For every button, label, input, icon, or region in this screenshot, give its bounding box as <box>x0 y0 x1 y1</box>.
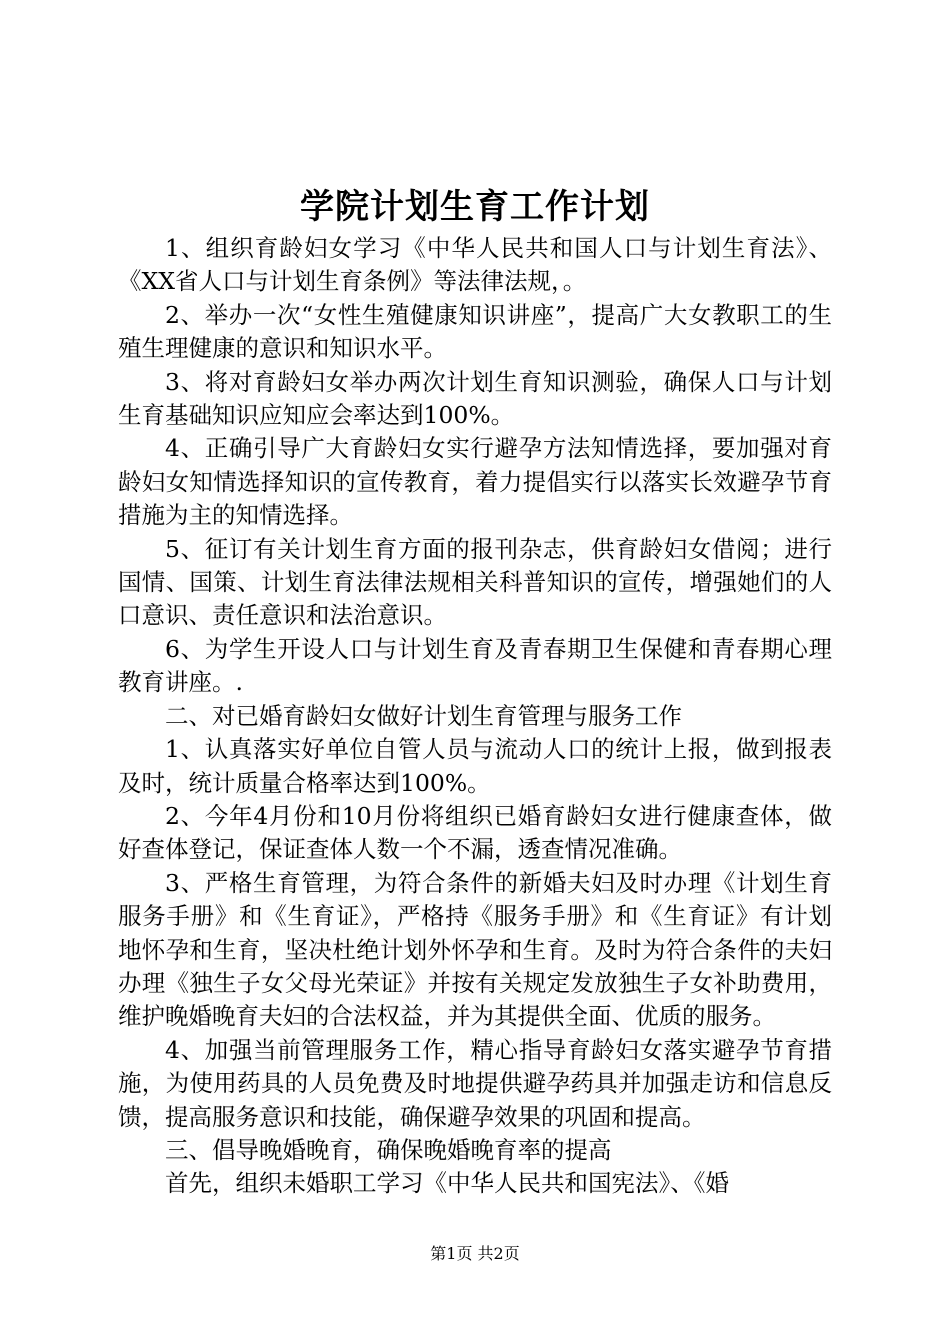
paragraph-8: 2、今年4月份和10月份将组织已婚育龄妇女进行健康查体，做好查体登记，保证查体人数一个不漏，透查情况准确。 <box>118 801 832 864</box>
paragraph-11: 首先，组织未婚职工学习《中华人民共和国宪法》、《婚 <box>165 1169 729 1198</box>
section-heading-3: 三、倡导晚婚晚育，确保晚婚晚育率的提高 <box>165 1135 612 1164</box>
paragraph-7: 1、认真落实好单位自管人员与流动人口的统计上报，做到报表及时，统计质量合格率达到100%。 <box>118 735 832 797</box>
paragraph-10: 4、加强当前管理服务工作，精心指导育龄妇女落实避孕节育措施，为使用药具的人员免费及时地提供避孕药具并加强走访和信息反馈，提高服务意识和技能，确保避孕效果的巩固和提高。 <box>118 1035 832 1131</box>
paragraph-9: 3、严格生育管理，为符合条件的新婚夫妇及时办理《计划生育服务手册》和《生育证》，严格持《服务手册》和《生育证》有计划地怀孕和生育，坚决杜绝计划外怀孕和生育。及时为符合条件的夫妇办理《独生子女父母光荣证》并按有关规定发放独生子女补助费用，维护晚婚晚育夫妇的合法权益，并为其提供全面、优质的服务。 <box>118 868 832 1031</box>
section-heading-2: 二、对已婚育龄妇女做好计划生育管理与服务工作 <box>165 701 682 730</box>
paragraph-6: 6、为学生开设人口与计划生育及青春期卫生保健和青春期心理教育讲座。. <box>118 634 832 697</box>
document-body <box>118 232 832 1201</box>
paragraph-1: 1、组织育龄妇女学习《中华人民共和国人口与计划生育法》、《XX省人口与计划生育条例》等法律法规，。 <box>118 234 832 296</box>
paragraph-4: 4、正确引导广大育龄妇女实行避孕方法知情选择，要加强对育龄妇女知情选择知识的宣传教育，着力提倡实行以落实长效避孕节育措施为主的知情选择。 <box>118 434 832 530</box>
paragraph-5: 5、征订有关计划生育方面的报刊杂志，供育龄妇女借阅；进行国情、国策、计划生育法律法规相关科普知识的宣传，增强她们的人口意识、责任意识和法治意识。 <box>118 534 832 630</box>
paragraph-2: 2、举办一次“女性生殖健康知识讲座”，提高广大女教职工的生殖生理健康的意识和知识水平。 <box>118 300 832 363</box>
paragraph-3: 3、将对育龄妇女举办两次计划生育知识测验，确保人口与计划生育基础知识应知应会率达到100%。 <box>118 367 832 430</box>
page-footer: 第1页 共2页 <box>430 1244 520 1263</box>
document-title: 学院计划生育工作计划 <box>300 187 650 227</box>
